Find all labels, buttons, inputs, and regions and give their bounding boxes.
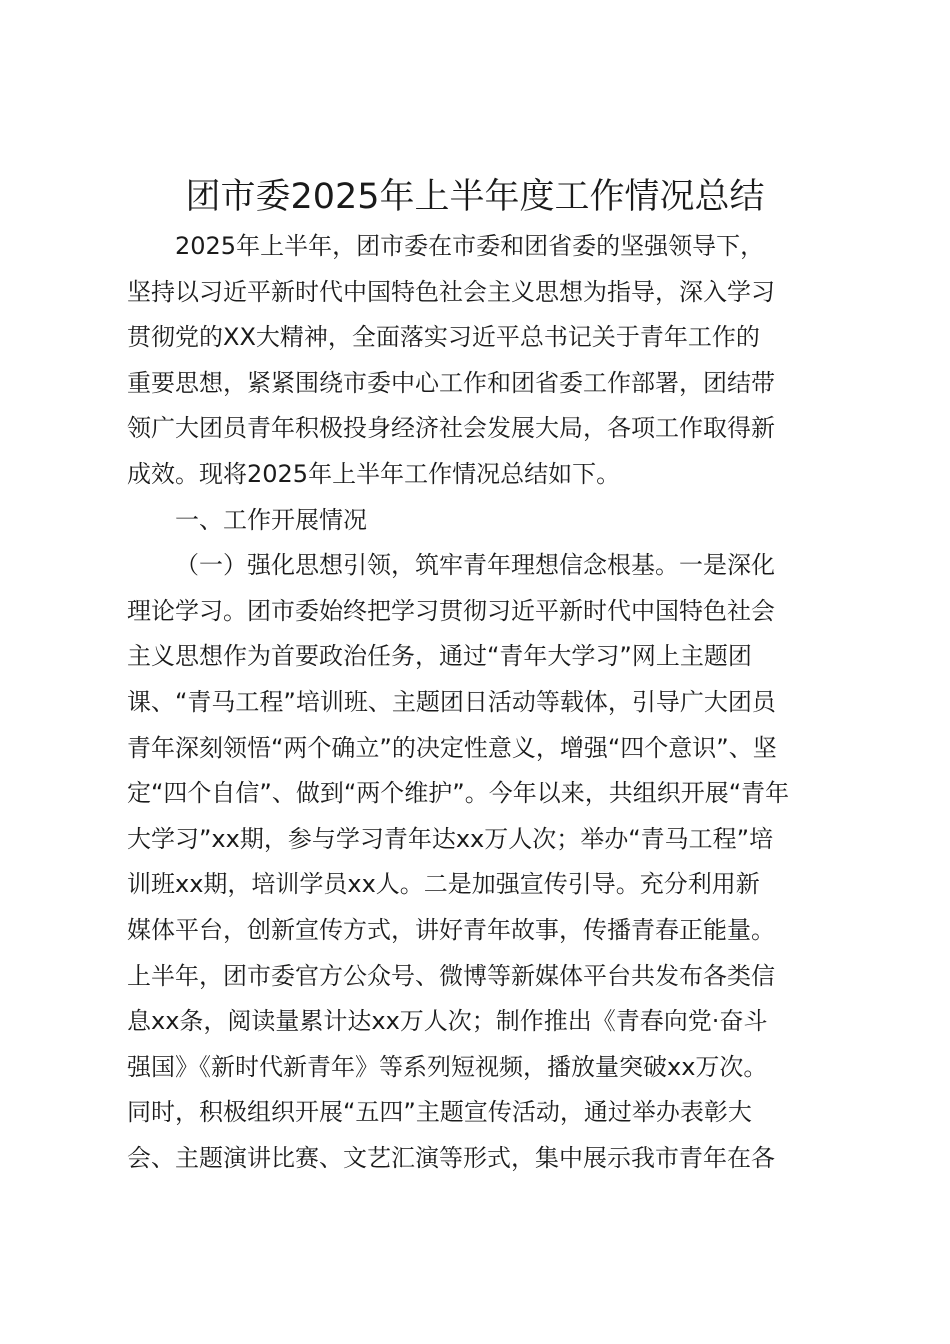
- text-line: 训班xx期，培训学员xx人。二是加强宣传引导。充分利用新: [127, 870, 760, 899]
- text-line: 上半年，团市委官方公众号、微博等新媒体平台共发布各类信: [127, 961, 775, 990]
- text-line: 坚持以习近平新时代中国特色社会主义思想为指导，深入学习: [127, 277, 775, 306]
- text-line: 媒体平台，创新宣传方式，讲好青年故事，传播青春正能量。: [127, 915, 775, 944]
- text-line: 青年深刻领悟“两个确立”的决定性意义，增强“四个意识”、坚: [127, 733, 777, 762]
- document-title: 团市委2025年上半年度工作情况总结: [185, 177, 765, 217]
- text-line: 定“四个自信”、做到“两个维护”。今年以来，共组织开展“青年: [127, 779, 790, 808]
- text-line: 课、“青马工程”培训班、主题团日活动等载体，引导广大团员: [127, 687, 776, 716]
- text-line: 同时，积极组织开展“五四”主题宣传活动，通过举办表彰大: [127, 1098, 752, 1127]
- text-line: 会、主题演讲比赛、文艺汇演等形式，集中展示我市青年在各: [127, 1143, 775, 1172]
- text-line: 重要思想，紧紧围绕市委中心工作和团省委工作部署，团结带: [127, 368, 775, 397]
- text-line: （一）强化思想引领，筑牢青年理想信念根基。一是深化: [175, 551, 775, 580]
- text-line: 大学习”xx期，参与学习青年达xx万人次；举办“青马工程”培: [127, 824, 774, 853]
- text-line: 一、工作开展情况: [175, 505, 367, 534]
- text-line: 息xx条，阅读量累计达xx万人次；制作推出《青春向党·奋斗: [127, 1007, 768, 1036]
- document-body: [127, 224, 832, 1181]
- text-line: 成效。现将2025年上半年工作情况总结如下。: [127, 459, 621, 488]
- text-line: 理论学习。团市委始终把学习贯彻习近平新时代中国特色社会: [127, 596, 775, 625]
- text-line: 强国》《新时代新青年》等系列短视频，播放量突破xx万次。: [127, 1052, 768, 1081]
- text-line: 主义思想作为首要政治任务，通过“青年大学习”网上主题团: [127, 642, 752, 671]
- text-line: 领广大团员青年积极投身经济社会发展大局，各项工作取得新: [127, 414, 775, 443]
- text-line: 贯彻党的XX大精神，全面落实习近平总书记关于青年工作的: [127, 323, 760, 352]
- text-line: 2025年上半年，团市委在市委和团省委的坚强领导下，: [175, 232, 765, 260]
